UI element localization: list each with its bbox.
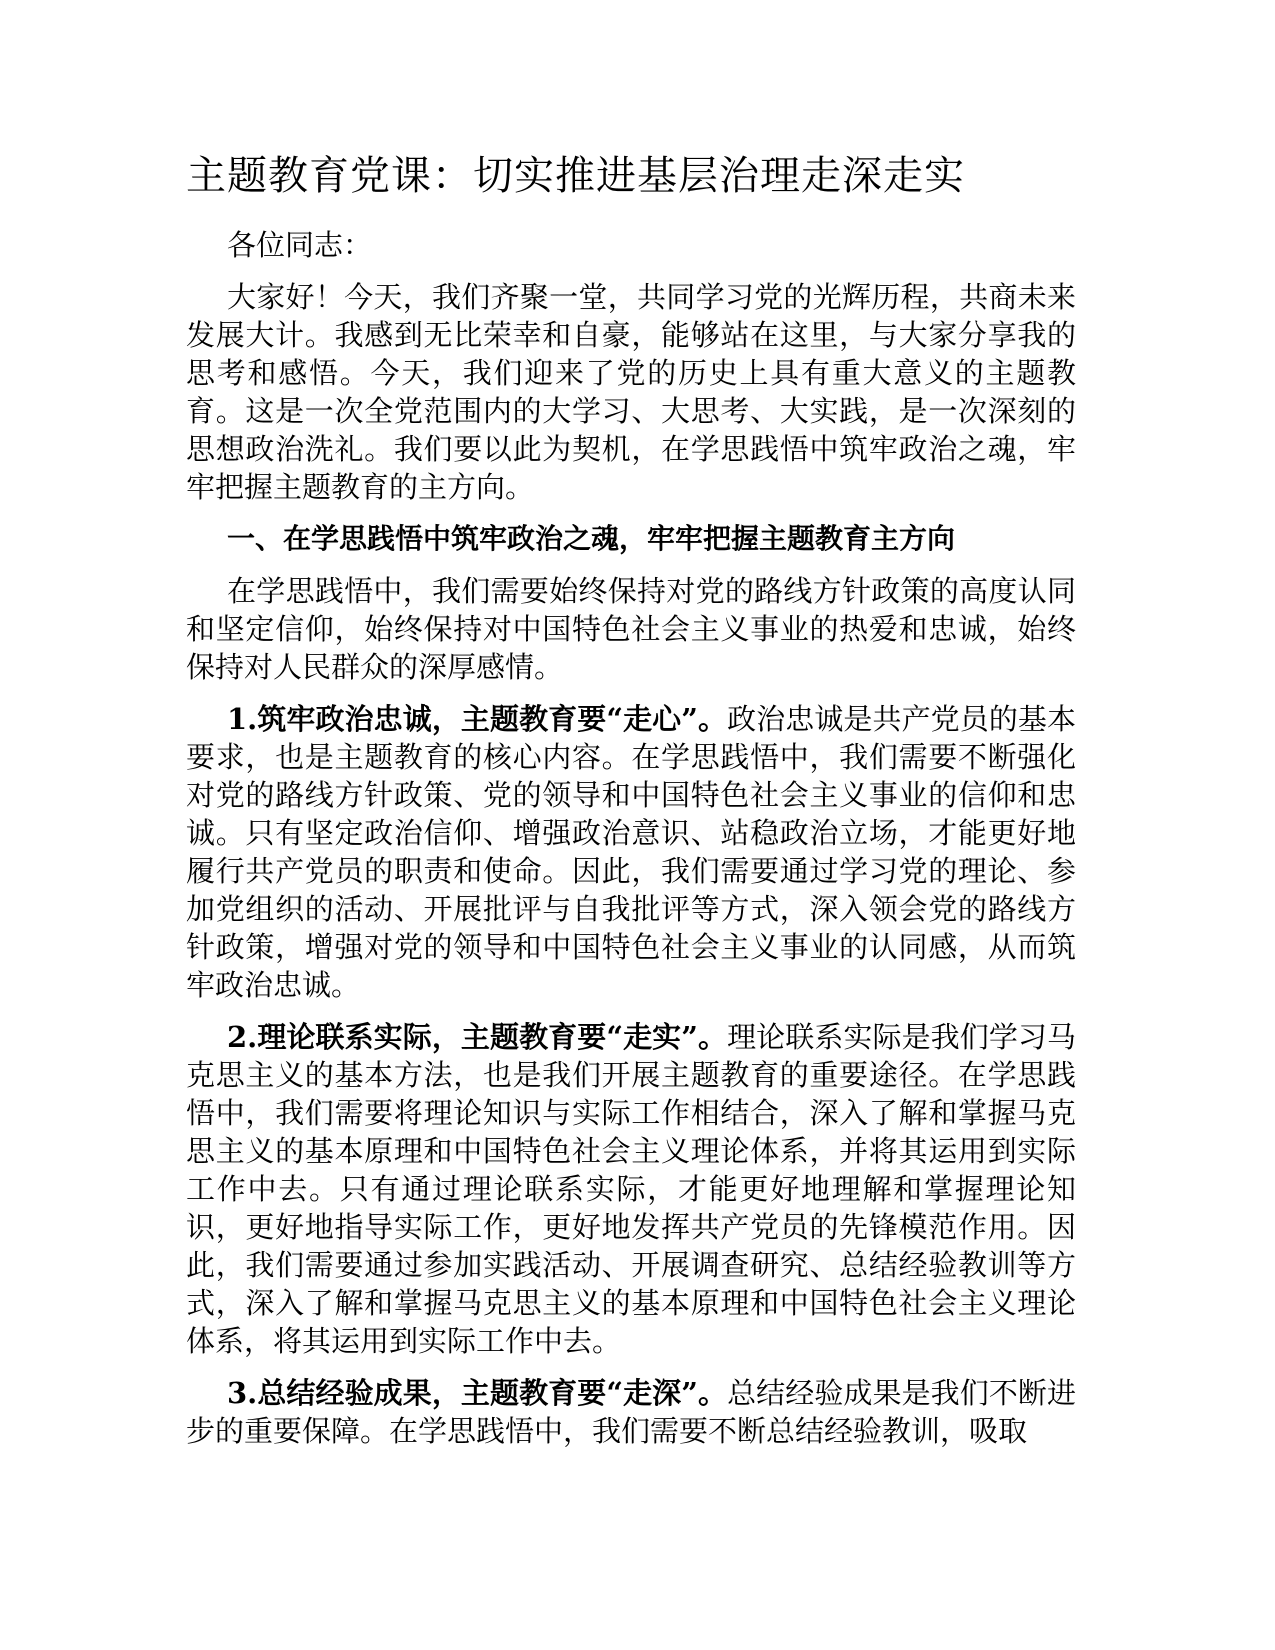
intro-paragraph: 大家好！今天，我们齐聚一堂，共同学习党的光辉历程，共商未来发展大计。我感到无比荣幸和自豪，能够站在这里，与大家分享我的思考和感悟。今天，我们迎来了党的历史上具有重大意义的主题教育。这是一次全党范围内的大学习、大思考、大实践，是一次深刻的思想政治洗礼。我们要以此为契机，在学思践悟中筑牢政治之魂，牢牢把握主题教育的主方向。 <box>186 280 1076 504</box>
point-1-lead: 1.筑牢政治忠诚，主题教育要“走心”。 <box>227 702 728 736</box>
document-title: 主题教育党课：切实推进基层治理走深走实 <box>186 153 965 199</box>
point-3-lead: 3.总结经验成果，主题教育要“走深”。 <box>227 1376 728 1410</box>
point-2-body: 理论联系实际是我们学习马克思主义的基本方法，也是我们开展主题教育的重要途径。在学思践悟中，我们需要将理论知识与实际工作相结合，深入了解和掌握马克思主义的基本原理和中国特色社会主义理论体系，并将其运用到实际工作中去。只有通过理论联系实际，才能更好地理解和掌握理论知识，更好地指导实际工作，更好地发挥共产党员的先锋模范作用。因此，我们需要通过参加实践活动、开展调查研究、总结经验教训等方式，深入了解和掌握马克思主义的基本原理和中国特色社会主义理论体系，将其运用到实际工作中去。 <box>186 1020 1076 1358</box>
section-heading-1: 一、在学思践悟中筑牢政治之魂，牢牢把握主题教育主方向 <box>227 522 956 555</box>
point-3-paragraph <box>186 1374 1076 1450</box>
point-2-paragraph <box>186 1018 1076 1360</box>
point-1-paragraph <box>186 700 1076 1004</box>
point-2-lead: 2.理论联系实际，主题教育要“走实”。 <box>227 1020 728 1054</box>
greeting: 各位同志： <box>227 228 373 262</box>
section-1-paragraph: 在学思践悟中，我们需要始终保持对党的路线方针政策的高度认同和坚定信仰，始终保持对中国特色社会主义事业的热爱和忠诚，始终保持对人民群众的深厚感情。 <box>186 574 1076 684</box>
point-1-body: 政治忠诚是共产党员的基本要求，也是主题教育的核心内容。在学思践悟中，我们需要不断强化对党的路线方针政策、党的领导和中国特色社会主义事业的信仰和忠诚。只有坚定政治信仰、增强政治意识、站稳政治立场，才能更好地履行共产党员的职责和使命。因此，我们需要通过学习党的理论、参加党组织的活动、开展批评与自我批评等方式，深入领会党的路线方针政策，增强对党的领导和中国特色社会主义事业的认同感，从而筑牢政治忠诚。 <box>186 702 1076 1002</box>
document-body <box>186 144 1076 1450</box>
point-3-body: 总结经验成果是我们不断进步的重要保障。在学思践悟中，我们需要不断总结经验教训，吸取 <box>186 1376 1076 1448</box>
